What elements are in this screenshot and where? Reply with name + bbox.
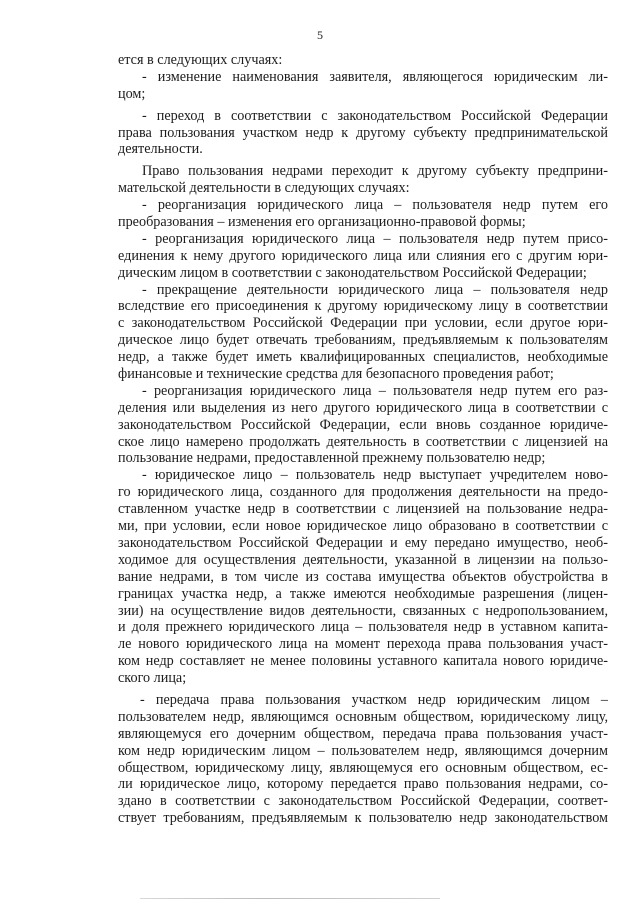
scan-edge-mark bbox=[140, 898, 440, 899]
text-line: преобразования – изменения его организационно-правовой формы; bbox=[118, 214, 526, 231]
text-line: ского лица; bbox=[118, 670, 187, 687]
text-line: здано в соответствии с законодательством Российской Федерации, соответ- bbox=[118, 793, 608, 810]
text-line: пользование недрами, предоставленной прежнему пользователю недр; bbox=[118, 450, 546, 467]
text-line: и доля прежнего юридического лица – пользователя недр в уставном капита- bbox=[118, 619, 608, 636]
text-line: ле нового юридического лица на момент перехода права пользования участ- bbox=[118, 636, 608, 653]
text-line: мательской деятельности в следующих случаях: bbox=[118, 180, 410, 197]
text-line: дическое лицо будет отвечать требованиям, предъявляемым к пользователям bbox=[118, 332, 608, 349]
text-line: дическим лицом в соответствии с законодательством Российской Федерации; bbox=[118, 264, 587, 281]
text-line: ли юридическое лицо, которому передается право пользования недрами, со- bbox=[118, 776, 608, 793]
text-line: финансовые и технические средства для безопасного проведения работ; bbox=[118, 366, 554, 383]
text-line: пользователем недр, являющимся основным обществом, юридическому лицу, bbox=[118, 708, 608, 725]
text-line: - реорганизация юридического лица – пользователя недр путем его раз- bbox=[142, 382, 608, 399]
document-body bbox=[118, 52, 608, 827]
text-line: зии) на осуществление видов деятельности, связанных с недропользованием, bbox=[118, 602, 608, 619]
text-line: ком недр юридическим лицом – пользователем недр, являющимся дочерним bbox=[118, 742, 608, 759]
page-number: 5 bbox=[317, 28, 323, 42]
text-line: деления или выделения из него другого юридического лица в соответствии с bbox=[118, 399, 608, 416]
text-line: ставленном участке недр в соответствии с лицензией на пользование недра- bbox=[118, 501, 608, 518]
text-line: законодательством Российской Федерации и ему передано имущество, необ- bbox=[118, 534, 608, 551]
text-line: ходимое для осуществления деятельности, указанной в лицензии на пользо- bbox=[118, 551, 608, 568]
text-line: го юридического лица, созданного для продолжения деятельности на предо- bbox=[118, 484, 608, 501]
text-line: деятельности. bbox=[118, 141, 203, 158]
text-line: - реорганизация юридического лица – пользователя недр путем присо- bbox=[142, 230, 608, 247]
text-line: - переход в соответствии с законодательством Российской Федерации bbox=[142, 107, 608, 124]
text-line: границах участка недр, а также имеются необходимые разрешения (лицен- bbox=[118, 585, 608, 602]
text-line: с законодательством Российской Федерации при условии, если другое юри- bbox=[118, 315, 608, 332]
text-line: - изменение наименования заявителя, являющегося юридическим ли- bbox=[142, 68, 608, 85]
text-line: права пользования участком недр к другому субъекту предпринимательской bbox=[118, 124, 608, 141]
text-line: являющемуся его дочерним обществом, передача права пользования участ- bbox=[118, 725, 608, 742]
text-line: - юридическое лицо – пользователь недр выступает учредителем ново- bbox=[142, 467, 608, 484]
text-line: ское лицо намерено продолжать деятельность в соответствии с лицензией на bbox=[118, 433, 608, 450]
text-line: вание недрами, в том числе из состава имущества объектов обустройства в bbox=[118, 568, 608, 585]
text-line: вследствие его присоединения к другому юридическому лицу в соответствии bbox=[118, 298, 608, 315]
text-line: Право пользования недрами переходит к другому субъекту предприни- bbox=[142, 163, 608, 180]
text-line: - передача права пользования участком недр юридическим лицом – bbox=[140, 691, 608, 708]
text-line: - реорганизация юридического лица – пользователя недр путем его bbox=[142, 197, 608, 214]
text-line: ется в следующих случаях: bbox=[118, 52, 283, 68]
text-line: недр, а также будет иметь квалифицированных специалистов, необходимые bbox=[118, 349, 608, 366]
text-line: обществом, юридическому лицу, являющемуся его основным обществом, ес- bbox=[118, 759, 608, 776]
text-line: ком недр составляет не менее половины уставного капитала нового юридиче- bbox=[118, 653, 608, 670]
text-line: - прекращение деятельности юридического лица – пользователя недр bbox=[142, 281, 608, 298]
text-line: цом; bbox=[118, 85, 146, 102]
text-line: ми, при условии, если новое юридическое лицо образовано в соответствии с bbox=[118, 518, 608, 535]
text-line: ствует требованиям, предъявляемым к пользователю недр законодательством bbox=[118, 810, 608, 827]
text-line: законодательством Российской Федерации, если вновь созданное юридиче- bbox=[118, 416, 608, 433]
text-line: единения к нему другого юридического лица или слияния его с другим юри- bbox=[118, 247, 608, 264]
